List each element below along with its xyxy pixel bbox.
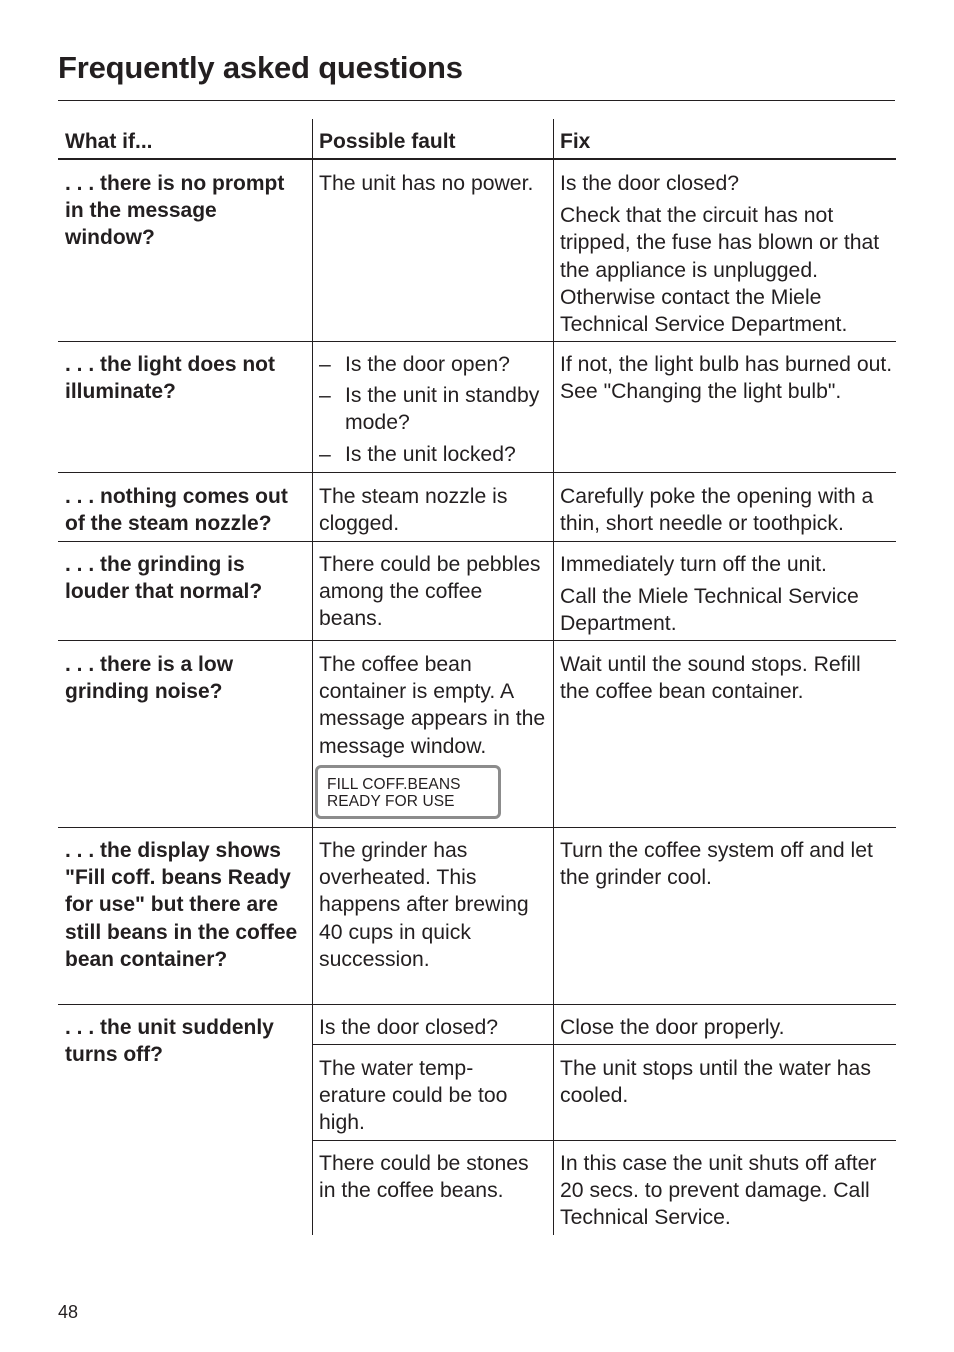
row-fault [319, 351, 549, 468]
sub-row-divider [312, 1140, 896, 1141]
row-fault: There could be pebbles among the coffee beans. [319, 553, 541, 631]
row-fix [560, 551, 894, 638]
page-number: 48 [58, 1302, 79, 1322]
display-line: READY FOR USE [327, 793, 455, 810]
list-item: – Is the unit locked? [319, 441, 549, 468]
row-fix [560, 170, 894, 338]
fix-line: Check that the circuit has not tripped, the fuse has blown or that the appliance is unplugged. Otherwise contact the Miele Technical Service Department. [560, 204, 880, 337]
row-divider [58, 827, 896, 828]
row-question: . . . there is a low grinding noise? [65, 653, 234, 704]
sub-row-divider [312, 1044, 896, 1045]
row-question: . . . the unit suddenly turns off? [65, 1016, 274, 1067]
row-fix: Carefully poke the opening with a thin, short needle or toothpick. [560, 485, 874, 536]
row-divider [58, 341, 896, 342]
row-question: . . . the light does not illuminate? [65, 353, 275, 404]
fix-line: Immediately turn off the unit. [560, 553, 827, 576]
fix-line: Is the door closed? [560, 172, 740, 195]
list-item: – Is the door open? [319, 351, 549, 378]
row-question: . . . the display shows "Fill coff. beans Ready for use" but there are still beans in the coffee bean container? [65, 839, 298, 971]
row-fault: The grinder has overheated. This happens after brewing 40 cups in quick succession. [319, 839, 529, 971]
row-fix: Turn the coffee system off and let the grinder cool. [560, 839, 873, 890]
list-item: – Is the unit in standby mode? [319, 382, 549, 436]
row-fault: There could be stones in the coffee beans. [319, 1152, 529, 1203]
row-fault: The steam nozzle is clogged. [319, 485, 508, 536]
row-fault: The unit has no power. [319, 172, 534, 195]
row-fix [560, 351, 894, 405]
row-fault: The water temp-erature could be too high. [319, 1057, 508, 1135]
header-possible-fault: Possible fault [319, 130, 456, 153]
display-line: FILL COFF.BEANS [327, 776, 461, 793]
fault-checklist [319, 351, 549, 468]
page-title: Frequently asked questions [58, 50, 463, 85]
header-rule [58, 158, 896, 160]
row-question: . . . the grinding is louder that normal? [65, 553, 263, 604]
row-fix: In this case the unit shuts off after 20 secs. to prevent damage. Call Technical Service. [560, 1152, 877, 1230]
row-divider [58, 1004, 896, 1005]
row-fix: Wait until the sound stops. Refill the coffee bean container. [560, 653, 861, 704]
row-question: . . . nothing comes out of the steam nozzle? [65, 485, 288, 536]
fix-line: See "Changing the light bulb". [560, 380, 842, 404]
row-divider [58, 472, 896, 473]
row-fix: The unit stops until the water has cooled. [560, 1057, 871, 1108]
column-divider-1 [312, 119, 313, 1235]
column-divider-2 [553, 119, 554, 1235]
title-rule [58, 100, 895, 101]
row-divider [58, 640, 896, 641]
header-fix: Fix [560, 130, 591, 153]
row-fault: The coffee bean container is empty. A message appears in the message window. [319, 653, 546, 758]
header-what-if: What if... [65, 130, 153, 153]
row-fault: Is the door closed? [319, 1016, 499, 1039]
display-text [327, 776, 461, 810]
row-divider [58, 541, 896, 542]
fix-line: Call the Miele Technical Service Department. [560, 585, 859, 636]
row-fix: Close the door properly. [560, 1016, 785, 1039]
row-question: . . . there is no prompt in the message window? [65, 172, 285, 250]
message-window-display [315, 765, 501, 819]
fix-line: If not, the light bulb has burned out. [560, 353, 893, 376]
